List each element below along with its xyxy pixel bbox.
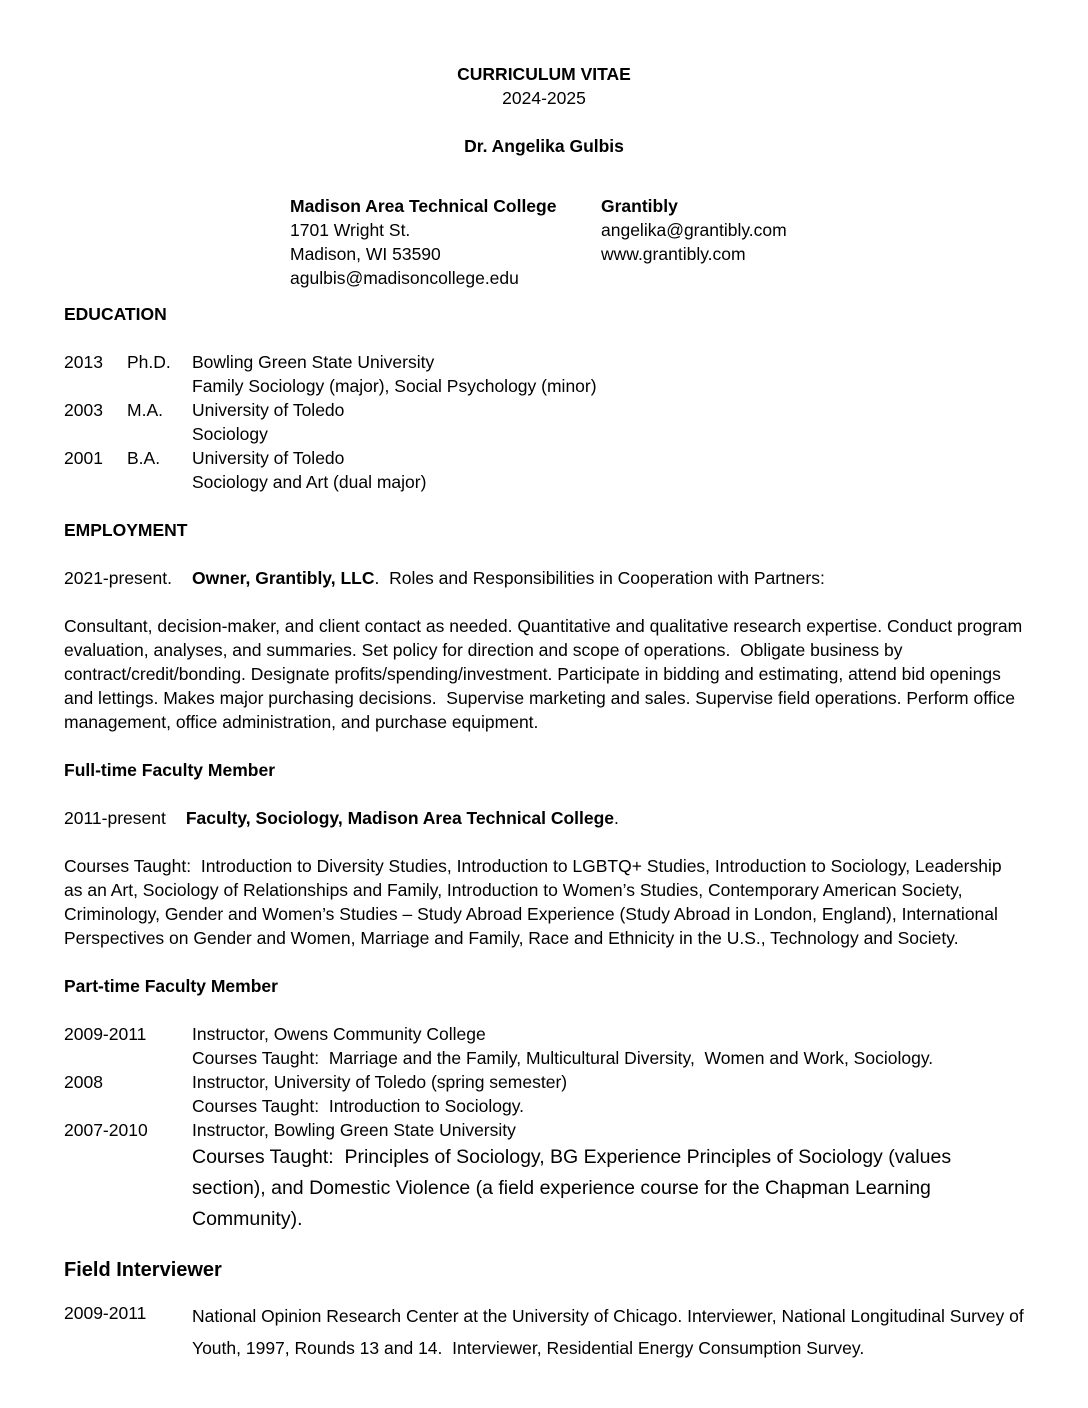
education-entry <box>64 446 1024 494</box>
education-institution-name: University of Toledo <box>192 448 345 468</box>
education-detail: Sociology <box>192 424 268 444</box>
company-name: Grantibly <box>601 196 678 216</box>
entry-date: 2008 <box>64 1072 103 1092</box>
part-time-entry <box>64 1070 1024 1118</box>
education-institution-name: Bowling Green State University <box>192 352 435 372</box>
education-year: 2013 <box>64 352 103 372</box>
owner-title-suffix: . Roles and Responsibilities in Cooperation with Partners: <box>374 568 825 588</box>
entry-body <box>192 1118 1024 1235</box>
education-degree: M.A. <box>127 400 163 420</box>
document-year: 2024-2025 <box>502 88 586 108</box>
entry-date: 2009-2011 <box>64 1024 147 1044</box>
education-year: 2001 <box>64 448 103 468</box>
full-time-courses: Courses Taught: Introduction to Diversity Studies, Introduction to LGBTQ+ Studies, Introduction to Sociology, Leadership as an Art, Sociology of Relationships and Family, Introduction to Women’s Studies, Contemporary American Society, Criminology, Gender and Women’s Studies – Study Abroad Experience (Study Abroad in London, England), International Perspectives on Gender and Women, Marriage and Family, Race and Ethnicity in the U.S., Technology and Society. <box>64 856 1007 948</box>
document-title: CURRICULUM VITAE <box>457 64 631 84</box>
full-time-heading: Full-time Faculty Member <box>64 760 276 780</box>
contact-block <box>64 194 1024 290</box>
education-year: 2003 <box>64 400 103 420</box>
company-website: www.grantibly.com <box>601 244 746 264</box>
contact-college <box>290 194 601 290</box>
entry-position: Instructor, Bowling Green State University <box>192 1120 516 1140</box>
owner-date: 2021-present. <box>64 568 172 588</box>
college-address-line2: Madison, WI 53590 <box>290 244 441 264</box>
education-entry <box>64 398 1024 446</box>
part-time-entry <box>64 1022 1024 1070</box>
entry-courses: Courses Taught: Marriage and the Family, Multicultural Diversity, Women and Work, Sociology. <box>192 1048 934 1068</box>
entry-courses: Courses Taught: Principles of Sociology, BG Experience Principles of Sociology (values section), and Domestic Violence (a field experience course for the Chapman Learning Community). <box>192 1146 957 1230</box>
education-institution-name: University of Toledo <box>192 400 345 420</box>
college-name: Madison Area Technical College <box>290 196 557 216</box>
entry-courses: Courses Taught: Introduction to Sociology. <box>192 1096 525 1116</box>
owner-title: Owner, Grantibly, LLC <box>192 568 375 588</box>
field-description: National Opinion Research Center at the University of Chicago. Interviewer, National Longitudinal Survey of Youth, 1997, Rounds 13 and 14. Interviewer, Residential Energy Consumption Survey. <box>192 1306 1029 1358</box>
full-time-title-suffix: . <box>614 808 619 828</box>
entry-date: 2007-2010 <box>64 1120 148 1140</box>
field-interviewer-list <box>64 1301 1029 1364</box>
entry-body <box>192 1070 1024 1118</box>
college-address-line1: 1701 Wright St. <box>290 220 411 240</box>
contact-company <box>601 194 787 290</box>
full-time-date: 2011-present <box>64 808 166 828</box>
owner-description: Consultant, decision-maker, and client contact as needed. Quantitative and qualitative research expertise. Conduct program evaluation, analyses, and summaries. Set policy for direction and scope of operations. Obligate business by contract/credit/bonding. Designate profits/spending/investment. Participate in bidding and estimating, attend bid openings and lettings. Makes major purchasing decisions. Supervise marketing and sales. Supervise field operations. Perform office management, office administration, and purchase equipment. <box>64 616 1028 732</box>
part-time-list <box>64 1022 1024 1235</box>
college-email: agulbis@madisoncollege.edu <box>290 268 519 288</box>
education-heading: EDUCATION <box>64 304 167 324</box>
employment-heading: EMPLOYMENT <box>64 520 188 540</box>
entry-position: Instructor, University of Toledo (spring semester) <box>192 1072 568 1092</box>
entry-body <box>192 1022 1024 1070</box>
education-institution <box>192 446 1024 494</box>
owner-position-line <box>64 566 1024 590</box>
field-interviewer-heading: Field Interviewer <box>64 1259 222 1281</box>
education-degree: Ph.D. <box>127 352 171 372</box>
education-institution <box>192 350 1024 398</box>
part-time-heading: Part-time Faculty Member <box>64 976 278 996</box>
entry-position: Instructor, Owens Community College <box>192 1024 486 1044</box>
full-time-title: Faculty, Sociology, Madison Area Technical College <box>185 808 615 828</box>
field-entry <box>64 1301 1029 1364</box>
education-detail: Sociology and Art (dual major) <box>192 472 427 492</box>
author-name: Dr. Angelika Gulbis <box>464 136 624 156</box>
education-list <box>64 350 1024 494</box>
company-email: angelika@grantibly.com <box>601 220 787 240</box>
education-detail: Family Sociology (major), Social Psychology (minor) <box>192 376 597 396</box>
part-time-entry <box>64 1118 1024 1235</box>
education-degree: B.A. <box>127 448 161 468</box>
full-time-position-line <box>64 806 1024 830</box>
field-date: 2009-2011 <box>64 1303 147 1323</box>
education-entry <box>64 350 1024 398</box>
education-institution <box>192 398 1024 446</box>
